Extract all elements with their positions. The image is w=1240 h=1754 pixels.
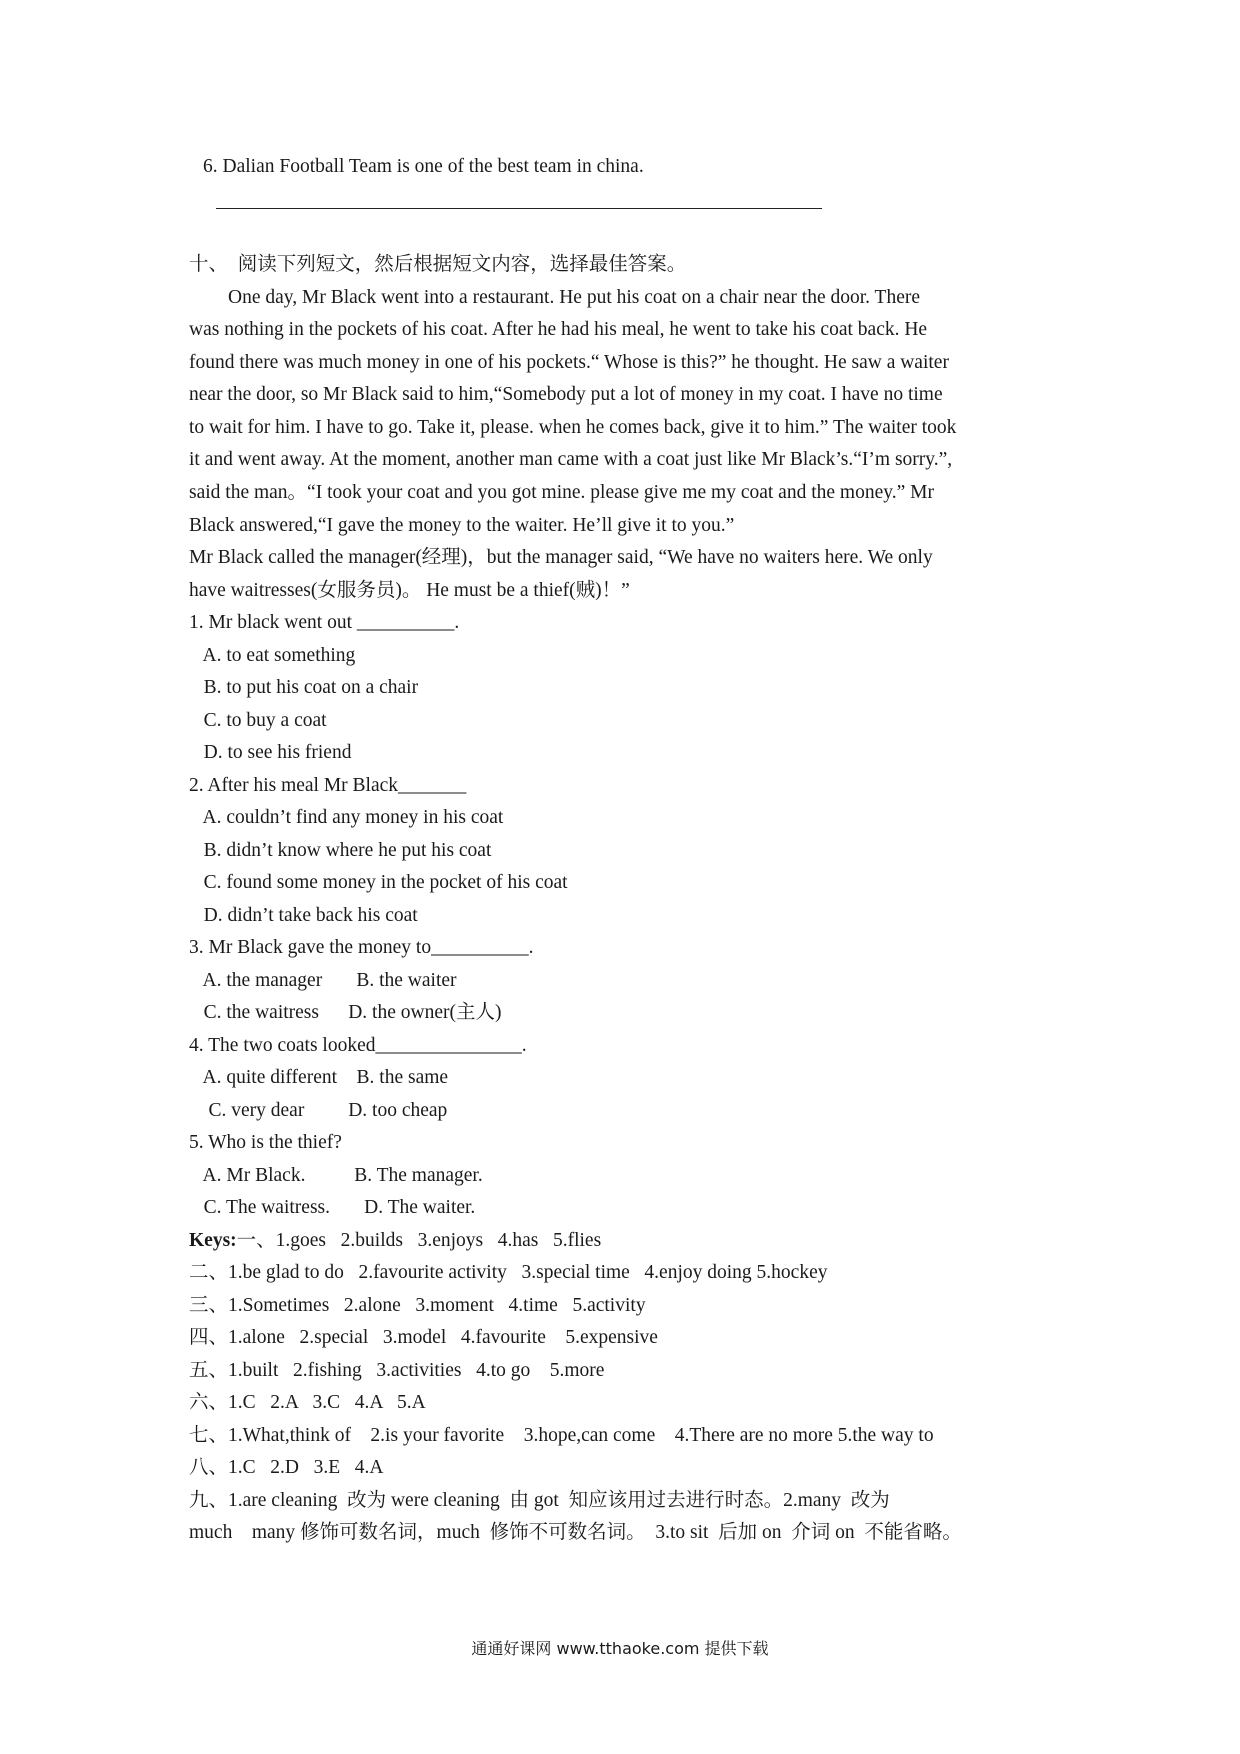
option-line: A. to eat something — [189, 645, 356, 666]
question-line: 2. After his meal Mr Black_______ — [189, 775, 467, 796]
passage-line: to wait for him. I have to go. Take it, please. when he comes back, give it to him.” The waiter took — [189, 417, 957, 438]
passage-line: was nothing in the pockets of his coat. After he had his meal, he went to take his coat back. He — [189, 319, 928, 340]
option-line: C. The waitress. D. The waiter. — [189, 1197, 476, 1218]
keys-line: 八、1.C 2.D 3.E 4.A — [189, 1457, 384, 1478]
option-line: A. quite different B. the same — [189, 1067, 449, 1088]
page-footer: 通通好课网 www.tthaoke.com 提供下载 — [471, 1639, 769, 1658]
keys-line: 四、1.alone 2.special 3.model 4.favourite 5.expensive — [189, 1327, 658, 1348]
passage-line: found there was much money in one of his pockets.“ Whose is this?” he thought. He saw a waiter — [189, 352, 949, 373]
keys-line: 二、1.be glad to do 2.favourite activity 3.special time 4.enjoy doing 5.hockey — [189, 1262, 828, 1283]
passage-line: have waitresses(女服务员)。 He must be a thief(贼)！” — [189, 580, 630, 601]
option-line: C. found some money in the pocket of his coat — [189, 872, 568, 893]
answer-blank-line — [216, 208, 822, 209]
keys-line: 五、1.built 2.fishing 3.activities 4.to go 5.more — [189, 1360, 605, 1381]
passage-line: Mr Black called the manager(经理)，but the manager said, “We have no waiters here. We only — [189, 547, 933, 568]
option-line: B. to put his coat on a chair — [189, 677, 419, 698]
keys-label: Keys: — [189, 1230, 237, 1251]
question-line: 3. Mr Black gave the money to__________. — [189, 937, 534, 958]
section-heading: 十、 阅读下列短文，然后根据短文内容，选择最佳答案。 — [189, 254, 687, 275]
top-item: 6. Dalian Football Team is one of the best team in china. — [203, 156, 644, 177]
passage-line: near the door, so Mr Black said to him,“Somebody put a lot of money in my coat. I have no time — [189, 384, 943, 405]
passage-line: One day, Mr Black went into a restaurant. He put his coat on a chair near the door. There — [189, 287, 921, 308]
keys-line: 六、1.C 2.A 3.C 4.A 5.A — [189, 1392, 426, 1413]
option-line: A. the manager B. the waiter — [189, 970, 457, 991]
option-line: B. didn’t know where he put his coat — [189, 840, 492, 861]
option-line: C. to buy a coat — [189, 710, 327, 731]
keys-line: 七、1.What,think of 2.is your favorite 3.hope,can come 4.There are no more 5.the way to — [189, 1425, 934, 1446]
option-line: A. couldn’t find any money in his coat — [189, 807, 504, 828]
keys-line: much many 修饰可数名词，much 修饰不可数名词。 3.to sit 后加 on 介词 on 不能省略。 — [189, 1522, 962, 1543]
passage-line: Black answered,“I gave the money to the waiter. He’ll give it to you.” — [189, 515, 735, 536]
keys-line: 九、1.are cleaning 改为 were cleaning 由 got 知应该用过去进行时态。2.many 改为 — [189, 1490, 890, 1511]
option-line: C. the waitress D. the owner(主人) — [189, 1002, 502, 1023]
option-line: D. to see his friend — [189, 742, 352, 763]
passage-line: it and went away. At the moment, another man came with a coat just like Mr Black’s.“I’m sorry.”, — [189, 449, 953, 470]
question-line: 1. Mr black went out __________. — [189, 612, 460, 633]
keys-line — [189, 1229, 601, 1253]
keys-line: 三、1.Sometimes 2.alone 3.moment 4.time 5.activity — [189, 1295, 646, 1316]
question-line: 5. Who is the thief? — [189, 1132, 342, 1153]
option-line: D. didn’t take back his coat — [189, 905, 418, 926]
option-line: A. Mr Black. B. The manager. — [189, 1165, 483, 1186]
passage-line: said the man。“I took your coat and you got mine. please give me my coat and the money.” Mr — [189, 482, 934, 503]
keys-first: 一、1.goes 2.builds 3.enjoys 4.has 5.flies — [236, 1230, 602, 1251]
question-line: 4. The two coats looked_______________. — [189, 1035, 527, 1056]
option-line: C. very dear D. too cheap — [189, 1100, 448, 1121]
